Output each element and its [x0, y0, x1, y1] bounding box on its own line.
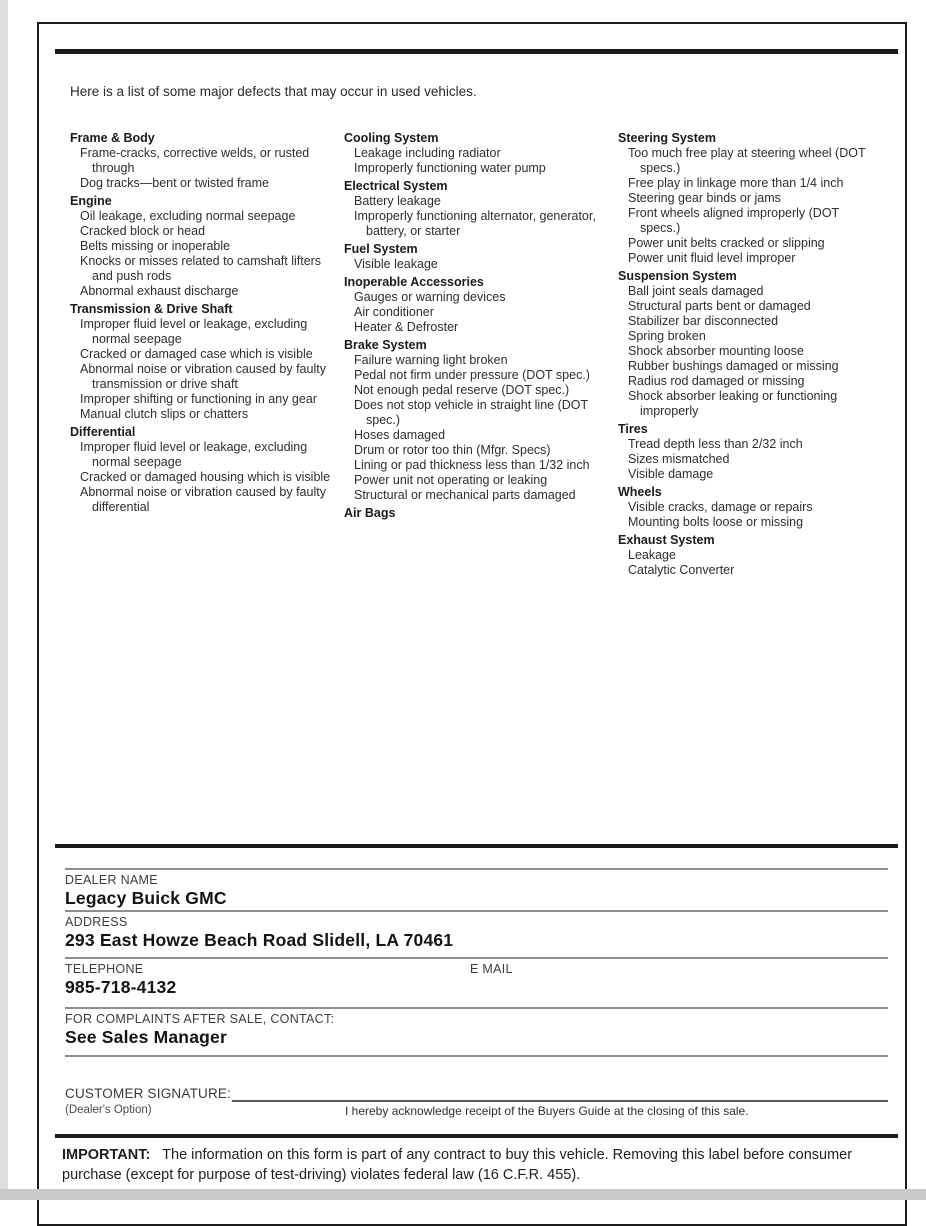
defect-item: Visible leakage	[354, 257, 438, 271]
defect-item: Power unit not operating or leaking	[354, 473, 548, 487]
defect-category	[344, 242, 606, 272]
defect-category-title: Electrical System	[344, 179, 448, 193]
defect-category	[70, 131, 332, 191]
field-row-address	[65, 910, 888, 957]
field-row-telephone-email	[65, 957, 888, 1007]
defect-item: Abnormal noise or vibration caused by faulty differential	[80, 485, 326, 514]
complaints-contact-value: See Sales Manager	[65, 1027, 227, 1047]
customer-signature-line	[232, 1100, 888, 1102]
defect-item: Improper shifting or functioning in any gear	[80, 392, 317, 406]
field-label: DEALER NAME	[65, 873, 158, 887]
defect-item: Cracked block or head	[80, 224, 206, 238]
defects-column-3	[618, 128, 882, 578]
defect-category	[618, 485, 880, 530]
defect-item: Cracked or damaged case which is visible	[80, 347, 313, 361]
defect-item: Power unit belts cracked or slipping	[628, 236, 825, 250]
defect-item: Improper fluid level or leakage, excluding normal seepage	[80, 317, 308, 346]
defect-item: Catalytic Converter	[628, 563, 735, 577]
defect-item: Battery leakage	[354, 194, 441, 208]
defect-item: Front wheels aligned improperly (DOT specs.)	[628, 206, 839, 235]
defect-item: Power unit fluid level improper	[628, 251, 796, 265]
defect-category	[344, 338, 606, 503]
field-label: ADDRESS	[65, 915, 128, 929]
important-notice	[62, 1145, 898, 1185]
scan-edge-left	[0, 0, 8, 1200]
defect-category	[618, 422, 880, 482]
defect-item: Does not stop vehicle in straight line (DOT spec.)	[354, 398, 588, 427]
defect-item: Structural parts bent or damaged	[628, 299, 811, 313]
defect-category	[344, 179, 606, 239]
important-section-divider	[55, 1134, 898, 1138]
defect-item: Shock absorber mounting loose	[628, 344, 804, 358]
defect-item: Ball joint seals damaged	[628, 284, 764, 298]
email-field-label: E MAIL	[470, 962, 513, 976]
defect-item: Tread depth less than 2/32 inch	[628, 437, 803, 451]
defect-category-title: Fuel System	[344, 242, 418, 256]
field-row-dealer-name	[65, 868, 888, 910]
defect-category-title: Tires	[618, 422, 648, 436]
defect-item: Spring broken	[628, 329, 706, 343]
defect-item: Shock absorber leaking or functioning improperly	[628, 389, 838, 418]
defect-category-title: Wheels	[618, 485, 662, 499]
defect-category	[618, 269, 880, 419]
defect-category-title: Transmission & Drive Shaft	[70, 302, 233, 316]
dealer-info-form	[65, 868, 888, 1057]
defect-item: Leakage including radiator	[354, 146, 501, 160]
top-divider	[55, 49, 898, 54]
defect-category-title: Frame & Body	[70, 131, 155, 145]
defect-item: Belts missing or inoperable	[80, 239, 231, 253]
dealer-section-divider	[55, 844, 898, 848]
defect-item: Too much free play at steering wheel (DOT specs.)	[628, 146, 866, 175]
defect-category-title: Differential	[70, 425, 136, 439]
defect-category	[618, 533, 880, 578]
customer-signature-label: CUSTOMER SIGNATURE:	[65, 1086, 232, 1101]
field-label: FOR COMPLAINTS AFTER SALE, CONTACT:	[65, 1012, 335, 1026]
defect-item: Pedal not firm under pressure (DOT spec.)	[354, 368, 590, 382]
defect-category-title: Inoperable Accessories	[344, 275, 484, 289]
dealer-name-value: Legacy Buick GMC	[65, 888, 227, 908]
telephone-value: 985-718-4132	[65, 977, 177, 997]
defect-category	[70, 425, 332, 515]
defects-column-2	[344, 128, 618, 578]
defect-item: Structural or mechanical parts damaged	[354, 488, 576, 502]
defect-category	[344, 131, 606, 176]
defect-item: Heater & Defroster	[354, 320, 459, 334]
defect-category	[70, 302, 332, 422]
defect-item: Leakage	[628, 548, 676, 562]
intro-text: Here is a list of some major defects that may occur in used vehicles.	[70, 84, 477, 99]
defect-category	[70, 194, 332, 299]
defect-item: Visible damage	[628, 467, 714, 481]
defect-item: Not enough pedal reserve (DOT spec.)	[354, 383, 570, 397]
defect-item: Mounting bolts loose or missing	[628, 515, 804, 529]
defect-item: Air conditioner	[354, 305, 434, 319]
defect-category-title: Steering System	[618, 131, 716, 145]
defect-item: Drum or rotor too thin (Mfgr. Specs)	[354, 443, 551, 457]
defect-item: Frame-cracks, corrective welds, or rusted through	[80, 146, 310, 175]
important-text: The information on this form is part of any contract to buy this vehicle. Removing this label before consumer purchase (except for purpose of test-driving) violates federal law (16 C.F.R. 455).	[62, 1147, 853, 1183]
field-row-complaints-contact	[65, 1007, 888, 1057]
defect-item: Rubber bushings damaged or missing	[628, 359, 839, 373]
defect-item: Lining or pad thickness less than 1/32 inch	[354, 458, 590, 472]
important-label: IMPORTANT:	[62, 1147, 151, 1163]
defect-item: Radius rod damaged or missing	[628, 374, 805, 388]
defect-category	[618, 131, 880, 266]
defect-item: Abnormal noise or vibration caused by faulty transmission or drive shaft	[80, 362, 326, 391]
defect-category-title: Exhaust System	[618, 533, 715, 547]
defect-item: Gauges or warning devices	[354, 290, 506, 304]
defects-list	[70, 128, 882, 578]
defect-category-title: Cooling System	[344, 131, 439, 145]
scan-edge-bottom	[0, 1189, 926, 1200]
defect-item: Failure warning light broken	[354, 353, 508, 367]
defect-item: Oil leakage, excluding normal seepage	[80, 209, 296, 223]
defect-category	[344, 275, 606, 335]
field-label: TELEPHONE	[65, 962, 144, 976]
defects-column-1	[70, 128, 344, 578]
defect-item: Dog tracks—bent or twisted frame	[80, 176, 269, 190]
defect-item: Improperly functioning alternator, generator, battery, or starter	[354, 209, 596, 238]
signature-acknowledgement-text: I hereby acknowledge receipt of the Buyers Guide at the closing of this sale.	[345, 1104, 749, 1118]
defect-item: Knocks or misses related to camshaft lifters and push rods	[80, 254, 322, 283]
defect-item: Improperly functioning water pump	[354, 161, 546, 175]
dealers-option-label: (Dealer's Option)	[65, 1104, 152, 1116]
defect-category-title: Suspension System	[618, 269, 737, 283]
defect-item: Free play in linkage more than 1/4 inch	[628, 176, 844, 190]
defect-item: Visible cracks, damage or repairs	[628, 500, 813, 514]
defect-item: Steering gear binds or jams	[628, 191, 781, 205]
defect-category-title: Brake System	[344, 338, 427, 352]
defect-category-title: Engine	[70, 194, 112, 208]
defect-category	[344, 506, 606, 521]
defect-category-title: Air Bags	[344, 506, 396, 520]
defect-item: Manual clutch slips or chatters	[80, 407, 249, 421]
defect-item: Improper fluid level or leakage, excluding normal seepage	[80, 440, 308, 469]
defect-item: Cracked or damaged housing which is visible	[80, 470, 331, 484]
defect-item: Sizes mismatched	[628, 452, 730, 466]
defect-item: Stabilizer bar disconnected	[628, 314, 779, 328]
defect-item: Hoses damaged	[354, 428, 446, 442]
address-value: 293 East Howze Beach Road Slidell, LA 70461	[65, 930, 454, 950]
defect-item: Abnormal exhaust discharge	[80, 284, 239, 298]
